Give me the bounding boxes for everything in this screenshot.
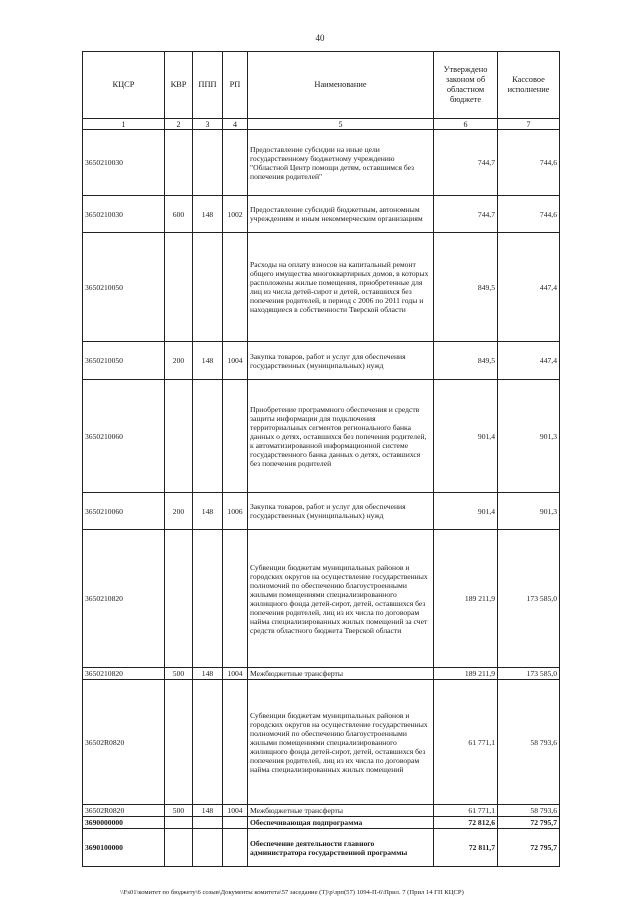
- kcsr-cell: 3650210060: [83, 380, 165, 493]
- table-row: [83, 342, 560, 380]
- executed-cell: 901,3: [498, 380, 560, 493]
- ppp-cell: [193, 130, 223, 196]
- col-number: 4: [223, 119, 248, 130]
- executed-cell: 447,4: [498, 233, 560, 342]
- kcsr-cell: 3650210030: [83, 196, 165, 233]
- header-row: [83, 52, 560, 119]
- rp-cell: 1004: [223, 805, 248, 817]
- kcsr-cell: 36502R0820: [83, 805, 165, 817]
- rp-cell: 1006: [223, 493, 248, 530]
- approved-cell: 849,5: [434, 233, 498, 342]
- name-cell: Приобретение программного обеспечения и средств защиты информации для подключения территориальных сегментов регионального банка данных о детях, оставшихся без попечения родителей, к автоматизированной информационной системе государственного банка данных о детях, оставшихся без попечения родителей: [248, 380, 434, 493]
- table-row: [83, 196, 560, 233]
- kvr-cell: 500: [165, 668, 193, 680]
- col-number: 2: [165, 119, 193, 130]
- executed-cell: 58 793,6: [498, 805, 560, 817]
- rp-cell: [223, 829, 248, 867]
- ppp-cell: 148: [193, 196, 223, 233]
- column-number-row: [83, 119, 560, 130]
- kcsr-cell: 3650210060: [83, 493, 165, 530]
- kvr-cell: [165, 829, 193, 867]
- table-row: [83, 530, 560, 668]
- footer-file-path: \\Fs01\комитет по бюджету\6 созыв\Документы комитета\57 заседание (Т)\р\зрп(57) 1094-П-6\Прил. 7 (Прил 14 ГП КЦСР): [120, 889, 464, 896]
- kcsr-cell: 3650210820: [83, 668, 165, 680]
- kcsr-cell: 3690000000: [83, 817, 165, 829]
- kcsr-cell: 3650210030: [83, 130, 165, 196]
- rp-cell: [223, 680, 248, 805]
- table-row: [83, 829, 560, 867]
- kvr-cell: 200: [165, 342, 193, 380]
- name-cell: Обеспечение деятельности главного администратора государственной программы: [248, 829, 434, 867]
- approved-cell: 901,4: [434, 493, 498, 530]
- table-row: [83, 817, 560, 829]
- approved-cell: 744,7: [434, 196, 498, 233]
- executed-cell: 72 795,7: [498, 817, 560, 829]
- table-row: [83, 668, 560, 680]
- approved-cell: 61 771,1: [434, 680, 498, 805]
- table-row: [83, 233, 560, 342]
- rp-cell: [223, 530, 248, 668]
- approved-cell: 72 812,6: [434, 817, 498, 829]
- table-row: [83, 380, 560, 493]
- name-cell: Обеспечивающая подпрограмма: [248, 817, 434, 829]
- kvr-cell: 200: [165, 493, 193, 530]
- table-row: [83, 130, 560, 196]
- col-number: 1: [83, 119, 165, 130]
- kvr-cell: [165, 680, 193, 805]
- col-number: 6: [434, 119, 498, 130]
- page-number: 40: [315, 33, 325, 43]
- budget-table: [82, 51, 560, 867]
- col-header-executed: Кассовое исполнение: [498, 52, 560, 119]
- executed-cell: 744,6: [498, 196, 560, 233]
- kvr-cell: [165, 530, 193, 668]
- ppp-cell: [193, 530, 223, 668]
- col-number: 7: [498, 119, 560, 130]
- name-cell: Межбюджетные трансферты: [248, 805, 434, 817]
- executed-cell: 744,6: [498, 130, 560, 196]
- name-cell: Предоставление субсидий бюджетным, автономным учреждениям и иным некоммерческим организациям: [248, 196, 434, 233]
- rp-cell: 1002: [223, 196, 248, 233]
- ppp-cell: 148: [193, 668, 223, 680]
- ppp-cell: [193, 817, 223, 829]
- name-cell: Закупка товаров, работ и услуг для обеспечения государственных (муниципальных) нужд: [248, 493, 434, 530]
- ppp-cell: 148: [193, 805, 223, 817]
- rp-cell: 1004: [223, 668, 248, 680]
- ppp-cell: 148: [193, 342, 223, 380]
- kvr-cell: [165, 233, 193, 342]
- ppp-cell: [193, 680, 223, 805]
- ppp-cell: [193, 829, 223, 867]
- rp-cell: [223, 233, 248, 342]
- executed-cell: 173 585,0: [498, 668, 560, 680]
- col-header-kcsr: КЦСР: [83, 52, 165, 119]
- kvr-cell: [165, 817, 193, 829]
- kvr-cell: [165, 130, 193, 196]
- kcsr-cell: 3690100000: [83, 829, 165, 867]
- approved-cell: 744,7: [434, 130, 498, 196]
- ppp-cell: [193, 233, 223, 342]
- executed-cell: 173 585,0: [498, 530, 560, 668]
- executed-cell: 901,3: [498, 493, 560, 530]
- approved-cell: 189 211,9: [434, 668, 498, 680]
- col-number: 3: [193, 119, 223, 130]
- kcsr-cell: 3650210050: [83, 233, 165, 342]
- ppp-cell: 148: [193, 493, 223, 530]
- name-cell: Расходы на оплату взносов на капитальный ремонт общего имущества многоквартирных домов, в которых расположены жилые помещения, приобретенные для лиц из числа детей-сирот и детей, оставшихся без попечения родителей, в период с 2006 по 2011 годы и находящиеся в собственности Тверской области: [248, 233, 434, 342]
- table-row: [83, 805, 560, 817]
- col-header-name: Наименование: [248, 52, 434, 119]
- name-cell: Межбюджетные трансферты: [248, 668, 434, 680]
- ppp-cell: [193, 380, 223, 493]
- col-header-approved: Утверждено законом об областном бюджете: [434, 52, 498, 119]
- kcsr-cell: 3650210050: [83, 342, 165, 380]
- kvr-cell: [165, 380, 193, 493]
- col-number: 5: [248, 119, 434, 130]
- executed-cell: 72 795,7: [498, 829, 560, 867]
- col-header-ppp: ППП: [193, 52, 223, 119]
- rp-cell: [223, 380, 248, 493]
- approved-cell: 849,5: [434, 342, 498, 380]
- table-row: [83, 493, 560, 530]
- approved-cell: 901,4: [434, 380, 498, 493]
- table-row: [83, 680, 560, 805]
- kvr-cell: 500: [165, 805, 193, 817]
- approved-cell: 61 771,1: [434, 805, 498, 817]
- name-cell: Предоставление субсидии на иные цели государственному бюджетному учреждению "Областной Центр помощи детям, оставшимся без попечения родителей": [248, 130, 434, 196]
- rp-cell: 1004: [223, 342, 248, 380]
- executed-cell: 58 793,6: [498, 680, 560, 805]
- approved-cell: 189 211,9: [434, 530, 498, 668]
- kcsr-cell: 3650210820: [83, 530, 165, 668]
- executed-cell: 447,4: [498, 342, 560, 380]
- rp-cell: [223, 817, 248, 829]
- col-header-kvr: КВР: [165, 52, 193, 119]
- approved-cell: 72 811,7: [434, 829, 498, 867]
- col-header-rp: РП: [223, 52, 248, 119]
- name-cell: Субвенции бюджетам муниципальных районов и городских округов на осуществление государственных полномочий по обеспечению благоустроенными жилыми помещениями специализированного жилищного фонда детей-сирот, детей, оставшихся без попечения родителей, лиц из их числа по договорам найма специализированных жилых помещений: [248, 680, 434, 805]
- kvr-cell: 600: [165, 196, 193, 233]
- name-cell: Закупка товаров, работ и услуг для обеспечения государственных (муниципальных) нужд: [248, 342, 434, 380]
- name-cell: Субвенции бюджетам муниципальных районов и городских округов на осуществление государственных полномочий по обеспечению благоустроенными жилыми помещениями специализированного жилищного фонда детей-сирот, детей, оставшихся без попечения родителей, лиц из их числа по договорам найма специализированных жилых помещений за счет средств областного бюджета Тверской области: [248, 530, 434, 668]
- kcsr-cell: 36502R0820: [83, 680, 165, 805]
- rp-cell: [223, 130, 248, 196]
